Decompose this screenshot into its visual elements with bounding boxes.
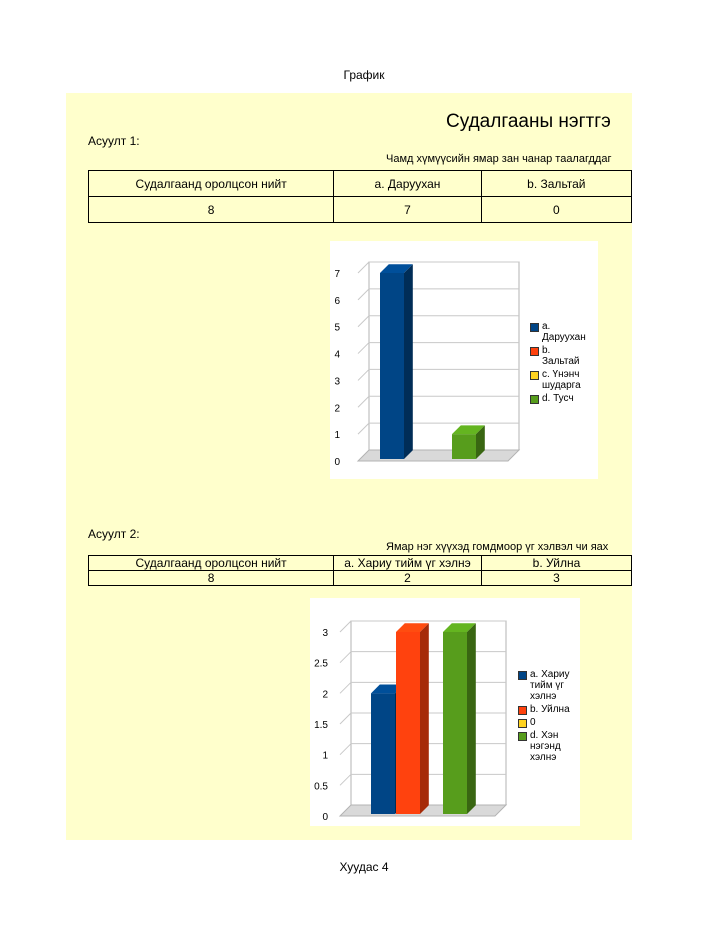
- question-1-label: Асуулт 1:: [88, 134, 140, 148]
- chart-bar-side: [404, 264, 413, 459]
- page-footer: Хуудас 4: [339, 860, 389, 874]
- q2-value-b: 3: [481, 571, 631, 586]
- legend-item: [518, 730, 578, 763]
- spreadsheet-area: [66, 93, 632, 840]
- legend-item: [530, 369, 590, 391]
- q1-header-total: Судалгаанд оролцсон нийт: [89, 171, 334, 197]
- chart-gridline-diagonal: [358, 289, 369, 300]
- chart-y-tick-label: 5: [334, 322, 340, 334]
- chart-bar-front: [396, 632, 420, 814]
- chart-y-tick-label: 2.5: [314, 658, 328, 670]
- chart-y-tick-label: 6: [334, 295, 340, 307]
- legend-item: [530, 321, 590, 343]
- chart-gridline-diagonal: [358, 369, 369, 380]
- legend-item: [530, 393, 590, 404]
- chart-y-tick-label: 4: [334, 349, 340, 361]
- q1-value-b: 0: [481, 197, 631, 223]
- legend-label: d. Хэн нэгэнд хэлнэ: [530, 730, 561, 763]
- chart-gridline-diagonal: [340, 652, 351, 663]
- legend-swatch: [518, 719, 527, 728]
- legend-label: a. Хариу тийм үг хэлнэ: [530, 669, 570, 702]
- page-header: График: [343, 68, 385, 82]
- legend-label: d. Тусч: [542, 393, 574, 404]
- chart-gridline-diagonal: [358, 343, 369, 354]
- question-1-text: Чамд хүмүүсийн ямар зан чанар таалагддаг: [386, 153, 612, 165]
- q2-value-total: 8: [89, 571, 334, 586]
- legend-label: 0: [530, 717, 536, 728]
- legend-label: a. Даруухан: [542, 321, 586, 343]
- chart-y-tick-label: 1: [334, 430, 340, 442]
- legend-swatch: [530, 395, 539, 404]
- chart-y-tick-label: 0: [322, 812, 328, 823]
- chart-gridline-diagonal: [358, 423, 369, 434]
- chart-gridline-diagonal: [358, 316, 369, 327]
- chart-bar-front: [380, 273, 404, 459]
- legend-swatch: [518, 671, 527, 680]
- chart-gridline-diagonal: [340, 682, 351, 693]
- chart-2-legend: [518, 669, 578, 765]
- chart-bar: [380, 264, 413, 459]
- chart-y-tick-label: 2: [322, 689, 328, 701]
- q1-value-total: 8: [89, 197, 334, 223]
- chart-y-tick-label: 1.5: [314, 720, 328, 731]
- chart-bar-side: [420, 623, 429, 814]
- chart-1-legend: [530, 321, 590, 406]
- legend-swatch: [518, 732, 527, 741]
- legend-swatch: [530, 371, 539, 380]
- chart-bar-front: [371, 693, 395, 814]
- legend-item: [518, 717, 578, 728]
- q1-header-a: a. Даруухан: [334, 171, 481, 197]
- legend-item: [530, 345, 590, 367]
- q2-header-b: b. Уйлна: [481, 556, 631, 571]
- chart-y-tick-label: 3: [334, 376, 340, 388]
- legend-swatch: [530, 347, 539, 356]
- q1-header-b: b. Зальтай: [481, 171, 631, 197]
- chart-bar-front: [443, 632, 467, 814]
- chart-question-2: [310, 598, 580, 826]
- chart-gridline-diagonal: [340, 713, 351, 724]
- legend-label: b. Уйлна: [530, 704, 570, 715]
- chart-y-tick-label: 2: [334, 403, 340, 415]
- q2-value-a: 2: [334, 571, 482, 586]
- chart-bar: [443, 623, 476, 814]
- sheet-title: Судалгааны нэгтгэ: [446, 111, 611, 132]
- chart-bar-front: [452, 434, 476, 459]
- legend-item: [518, 704, 578, 715]
- chart-gridline-diagonal: [358, 396, 369, 407]
- q2-header-a: a. Хариу тийм үг хэлнэ: [334, 556, 482, 571]
- chart-y-tick-label: 0: [334, 457, 340, 468]
- chart-gridline-diagonal: [340, 774, 351, 785]
- chart-y-tick-label: 3: [322, 628, 328, 639]
- chart-bar: [452, 425, 485, 459]
- question-2-text: Ямар нэг хүүхэд гомдмоор үг хэлвэл чи яах: [386, 541, 609, 553]
- legend-label: c. Үнэнч шударга: [542, 369, 581, 391]
- legend-label: b. Зальтай: [542, 345, 580, 367]
- chart-gridline-diagonal: [340, 621, 351, 632]
- chart-y-tick-label: 7: [334, 269, 340, 280]
- q2-header-total: Судалгаанд оролцсон нийт: [89, 556, 334, 571]
- chart-gridline-diagonal: [358, 262, 369, 273]
- chart-gridline-diagonal: [340, 744, 351, 755]
- question-1-table: [88, 170, 632, 223]
- chart-bar-side: [467, 623, 476, 814]
- legend-item: [518, 669, 578, 702]
- chart-y-tick-label: 1: [322, 750, 328, 762]
- question-2-label: Асуулт 2:: [88, 527, 140, 541]
- question-2-table: [88, 555, 632, 586]
- legend-swatch: [518, 706, 527, 715]
- legend-swatch: [530, 323, 539, 332]
- q1-value-a: 7: [334, 197, 481, 223]
- chart-question-1: [330, 241, 598, 479]
- chart-bar: [396, 623, 429, 814]
- chart-y-tick-label: 0.5: [314, 781, 328, 793]
